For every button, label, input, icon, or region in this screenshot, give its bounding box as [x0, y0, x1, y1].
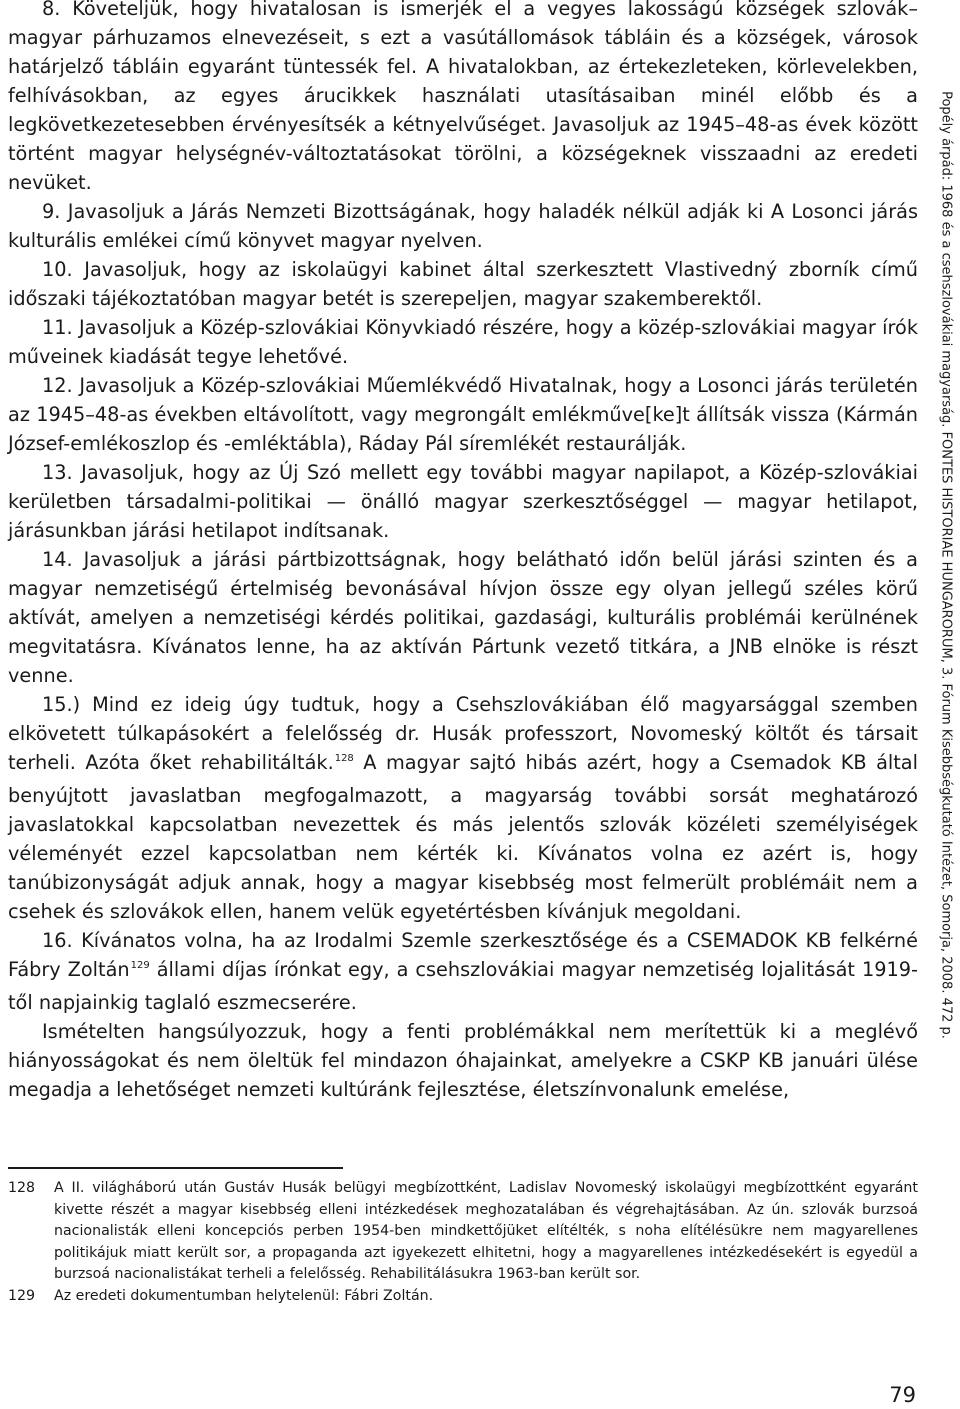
side-citation-wrap — [932, 0, 960, 1130]
footnote-divider — [8, 1167, 343, 1169]
footnote-128 — [8, 1178, 918, 1286]
footnote-number: 128 — [8, 1180, 36, 1196]
paragraph-8: 8. Követeljük, hogy hivatalosan is ismerjék el a vegyes lakosságú községek szlovák–magyar párhuzamos elnevezéseit, s ezt a vasútállomások tábláin és a községek, városok határjelző tábláin egyaránt tüntessék fel. A hivatalokban, az értekezleteken, körlevelekben, felhívásokban, az egyes árucikkek használati utasításaiban minél előbb és a legkövetkezetesebben érvényesítsék a kétnyelvűséget. Javasoljuk az 1945–48-as évek között történt magyar helységnév-változtatásokat törölni, a községeknek visszaadni az eredeti nevüket. — [8, 0, 918, 194]
paragraph-15-part-1: 15.) Mind ez ideig úgy tudtuk, hogy a Csehszlovákiában élő magyarsággal szemben elkövetett túlkapásokért a felelősség dr. Husák professzort, Novomeský költőt és társait terheli. Azóta őket rehabilitálták. — [8, 693, 918, 774]
paragraph-15-part-2: A magyar sajtó hibás azért, hogy a Csemadok KB által benyújtott javaslatban megfogalmazott, a magyarság további sorsát meghatározó javaslatokkal kapcsolatban nevezettek és más jelentős szlovák közéleti személyiségek véleményét ezzel kapcsolatban nem kérték ki. Kívánatos volna ez azért is, hogy tanúbizonyságát adjuk annak, hogy a magyar kisebbség most felmerült problémáit nem a csehek és szlovákok ellen, hanem velük egyetértésben kívánjuk megoldani. — [8, 751, 918, 923]
footnotes — [8, 1178, 918, 1307]
footnote-text: Az eredeti dokumentumban helytelenül: Fábri Zoltán. — [54, 1287, 434, 1304]
paragraph-16-part-1: 16. Kívánatos volna, ha az Irodalmi Szemle szerkesztősége és a CSEMADOK KB felkérné Fábry Zoltán — [8, 929, 918, 981]
main-text — [8, 0, 918, 1104]
paragraph-11: 11. Javasoljuk a Közép-szlovákiai Könyvkiadó részére, hogy a közép-szlovákiai magyar írók műveinek kiadását tegye lehetővé. — [8, 316, 918, 368]
paragraph-16 — [8, 926, 918, 1017]
paragraph-15 — [8, 690, 918, 926]
footnote-ref-128[interactable]: 128 — [334, 753, 354, 764]
footnote-number: 129 — [8, 1287, 36, 1304]
paragraph-16-part-2: állami díjas írónkat egy, a csehszlovákiai magyar nemzetiség lojalitását 1919-től napjainkig taglaló eszmecserére. — [8, 958, 918, 1014]
page-number: 79 — [889, 1383, 916, 1407]
paragraph-12: 12. Javasoljuk a Közép-szlovákiai Műemlékvédő Hivatalnak, hogy a Losonci járás területén az 1945–48-as években eltávolított, vagy megrongált emlékműve[ke]t állítsák vissza (Kármán József-emlékoszlop és -emléktábla), Ráday Pál síremlékét restaurálják. — [8, 374, 918, 455]
side-citation: Popély árpád: 1968 és a csehszlovákiai magyarság. FONTES HISTORIAE HUNGARORUM, 3. Fórum Kisebbségkutató Intézet, Somorja, 2008. 472 p. — [938, 91, 954, 1039]
paragraph-10: 10. Javasoljuk, hogy az iskolaügyi kabinet által szerkesztett Vlastivedný zborník című időszaki tájékoztatóban magyar betét is szerepeljen, magyar szakemberektől. — [8, 258, 918, 310]
paragraph-13: 13. Javasoljuk, hogy az Új Szó mellett egy további magyar napilapot, a Közép-szlovákiai kerületben társadalmi-politikai — önálló magyar szerkesztőséggel — magyar hetilapot, járásunkban járási hetilapot indítsanak. — [8, 461, 918, 542]
footnote-129 — [8, 1286, 918, 1308]
paragraph-closing: Ismételten hangsúlyozzuk, hogy a fenti problémákkal nem merítettük ki a meglévő hiányosságokat és nem öleltük fel mindazon óhajainkat, amelyekre a CSKP KB januári ülése megadja a lehetőséget nemzeti kultúránk fejlesztése, életszínvonalunk emelése, — [8, 1020, 918, 1101]
footnote-text: A II. világháború után Gustáv Husák belügyi megbízottként, Ladislav Novomeský iskolaügyi megbízottként egyaránt kivette részét a magyar kisebbség elleni intézkedések meghozatalában és végrehajtásában. Az ún. szlovák burzsoá nacionalisták elleni koncepciós perben 1954-ben mindkettőjüket elítélték, s noha elítélésükre nem magyarellenes politikájuk miatt került sor, a propaganda azt igyekezett elhitetni, hogy a magyarellenes intézkedésekért is egyedül a burzsoá nacionalistákat terheli a felelősség. Rehabilitálásukra 1963-ban került sor. — [54, 1180, 918, 1282]
paragraph-9: 9. Javasoljuk a Járás Nemzeti Bizottságának, hogy haladék nélkül adják ki A Losonci járás kulturális emlékei című könyvet magyar nyelven. — [8, 200, 918, 252]
paragraph-14: 14. Javasoljuk a járási pártbizottságnak, hogy belátható időn belül járási szinten és a magyar nemzetiségű értelmiség bevonásával hívjon össze egy olyan jellegű széles körű aktívát, amelyen a nemzetiségi kérdés politikai, gazdasági, kulturális problémái kerülnének megvitatásra. Kívánatos lenne, ha az aktíván Pártunk vezető titkára, a JNB elnöke is részt venne. — [8, 548, 918, 687]
footnote-ref-129[interactable]: 129 — [130, 960, 150, 971]
